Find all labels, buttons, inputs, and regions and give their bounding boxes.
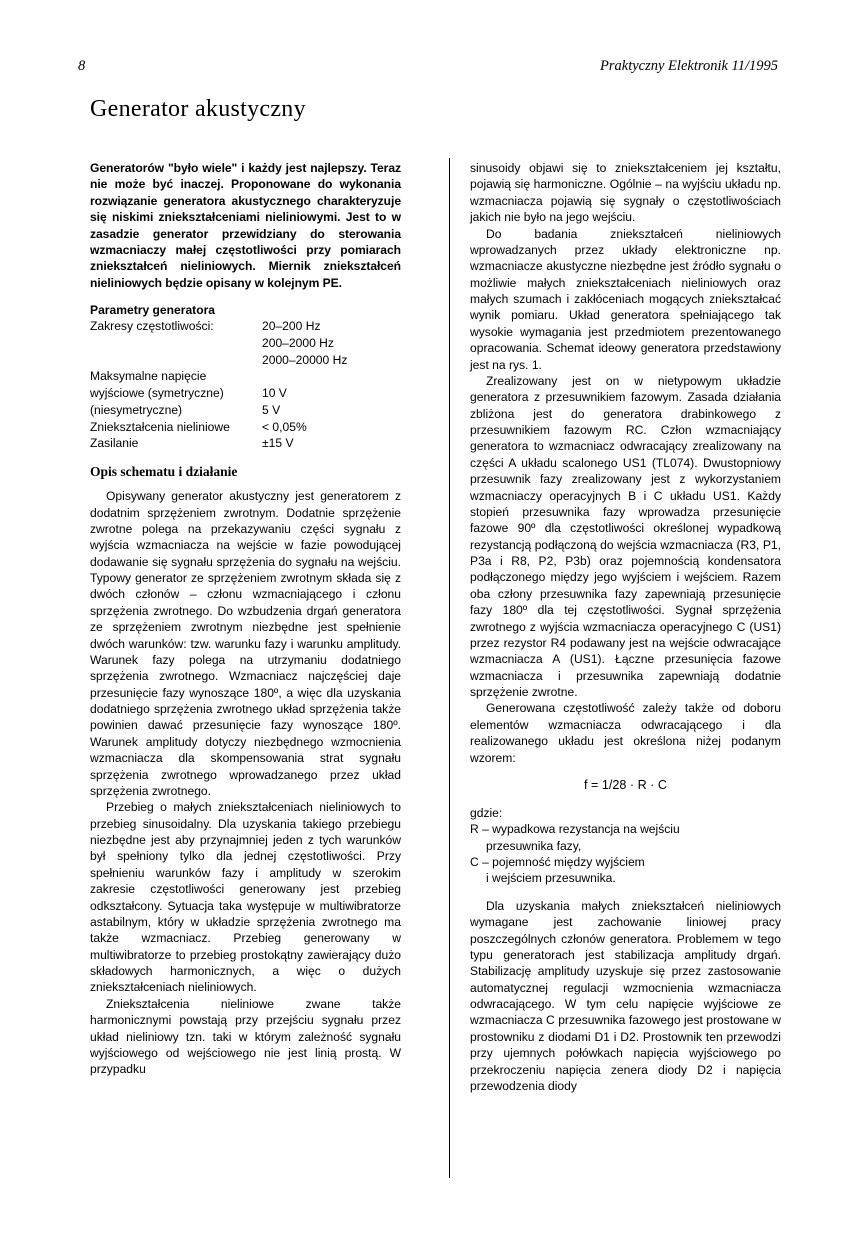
legend-label: gdzie:: [470, 805, 503, 820]
param-label: [90, 352, 262, 369]
body-paragraph-3: Zniekształcenia nieliniowe zwane także harmonicznymi powstają przy przejściu sygnału przez układ nieliniowy tzn. taki w którym zależność sygnału wyjściowego od wejściowego nie jest linią prostą. W przypadku: [90, 996, 401, 1077]
body-paragraph-4: sinusoidy objawi się to zniekształceniem jej kształtu, pojawią się harmoniczne. Ogólnie – na wyjściu układu np. wzmacniacza pojawią się sygnały o częstotliwościach jakich nie było na jego wejściu.: [470, 161, 781, 225]
body-paragraph-5: Do badania zniekształceń nieliniowych wprowadzanych przez układy elektroniczne np. wzmacniacze akustyczne niezbędne jest źródło sygnału o możliwie małych zniekształceniach nieliniowych oraz małych szumach i zakłóceniach mogących zniekształcać wynik pomiaru. Układ generatora spełniającego tak wysokie wymagania jest przedmiotem prezentowanego opracowania. Schemat ideowy generatora przedstawiony jest na rys. 1.: [470, 226, 781, 372]
legend-item-c-line1: C – pojemność między wyjściem: [470, 855, 645, 870]
param-label: Maksymalne napięcie: [90, 369, 207, 384]
param-value: 20–200 Hz: [262, 319, 321, 334]
param-label: [90, 335, 262, 352]
legend-item-c-line2: i wejściem przesuwnika.: [486, 871, 616, 886]
param-value: 2000–20000 Hz: [262, 352, 348, 367]
body-paragraph-7: Generowana częstotliwość zależy także od doboru elementów wzmacniacza odwracającego i dla realizowanego układu jest określona niżej podanym wzorem:: [470, 701, 781, 765]
masthead: Praktyczny Elektronik 11/1995: [600, 58, 778, 74]
table-row: [90, 368, 401, 385]
table-row: [90, 419, 401, 436]
table-row: [90, 402, 401, 419]
param-label: wyjściowe (symetryczne): [90, 386, 224, 401]
table-row: [90, 318, 401, 335]
param-label: (niesymetryczne): [90, 402, 183, 417]
right-column: [470, 160, 781, 1094]
page-number: 8: [78, 58, 86, 74]
body-paragraph-6: Zrealizowany jest on w nietypowym układzie generatora z przesuwnikiem fazowym. Zasada działania zbliżona jest do generatora drabinkowego z przesuwnikiem fazowym RC. Człon wzmacniający generatora to wzmacniacz odwracający zrealizowany na części A układu scalonego US1 (TL074). Dwustopniowy przesuwnik fazy zrealizowany jest z wykorzystaniem wzmacniaczy operacyjnych B i C układu US1. Każdy stopień przesuwnika fazy wprowadza przesunięcie fazowe 90º dla częstotliwości określonej wypadkową rezystancją podłączoną do wejścia wzmacniacza (R3, P1, P3a i R8, P2, P3b) oraz pojemnością kondensatora podłączonego między jego wyjściem i wejściem. Razem oba człony przesuwnika fazy zapewniają przesunięcie fazy 180º dla tej częstotliwości. Sygnał sprzężenia zwrotnego z wyjścia wzmacniacza operacyjnego C (US1) przez rezystor R4 podawany jest na wejście odwracające wzmacniacza A (US1). Łączne przesunięcia fazowe wzmacniacza i przesuwnika zapewniają dodatnie sprzężenie zwrotne.: [470, 373, 781, 699]
table-row: [90, 335, 401, 352]
param-value: [262, 368, 401, 385]
legend-item-r-line1: R – wypadkowa rezystancja na wejściu: [470, 822, 680, 837]
article-title: Generator akustyczny: [90, 96, 306, 122]
column-divider: [449, 158, 450, 1178]
param-value: ±15 V: [262, 436, 294, 451]
body-paragraph-1: Opisywany generator akustyczny jest generatorem z dodatnim sprzężeniem zwrotnym. Dodatnie sprzężenie zwrotne polega na przekazywaniu części sygnału z wyjścia wzmacniacza na wejście w fazie powodującej dodawanie się sygnału sprzężenia do sygnału na wejściu. Typowy generator ze sprzężeniem zwrotnym składa się z dwóch członów – członu wzmacniającego i członu sprzężenia zwrotnego. Do wzbudzenia drgań generatora ze sprzężeniem zwrotnym niezbędne jest spełnienie dwóch warunków: tzw. warunku fazy i warunku amplitudy. Warunek fazy polega na utrzymaniu dodatniego sprzężenia zwrotnego. Wzmacniacz najczęściej daje przesunięcie fazy wynoszące 180º, a więc dla uzyskania dodatniego sprzężenia zwrotnego układ sprzężenia także powinien dawać przesunięcie fazy wynoszące 180º. Warunek amplitudy dotyczy niezbędnego wzmocnienia wzmacniacza dla skompensowania strat sygnału sprzężenia zwrotnego wprowadzanego przez układ sprzężenia zwrotnego.: [90, 489, 401, 798]
formula: f = 1/28 · R · C: [584, 777, 667, 792]
params-heading: Parametry generatora: [90, 303, 216, 317]
page-header: [78, 58, 778, 75]
intro-paragraph: Generatorów "było wiele" i każdy jest najlepszy. Teraz nie może być inaczej. Proponowane do wykonania rozwiązanie generatora akustycznego charakteryzuje się niskimi zniekształceniami nieliniowymi. Jest to w zasadzie generator przewidziany do sterowania wzmacniaczy małej częstotliwości przy pomiarach zniekształceń nieliniowych. Miernik zniekształceń nieliniowych będzie opisany w kolejnym PE.: [90, 161, 401, 290]
schema-heading: Opis schematu i działanie: [90, 463, 238, 479]
table-row: [90, 435, 401, 452]
param-value: 10 V: [262, 386, 287, 401]
formula-legend: [470, 805, 781, 887]
legend-item-r-line2: przesuwnika fazy,: [486, 838, 582, 853]
table-row: [90, 385, 401, 402]
params-table: [90, 318, 401, 452]
param-label: Zakresy częstotliwości:: [90, 319, 214, 334]
body-paragraph-2: Przebieg o małych zniekształceniach nieliniowych to przebieg sinusoidalny. Dla uzyskania takiego przebiegu niezbędne jest aby przynajmniej jeden z tych warunków był spełniony tylko dla jednej częstotliwości. Przy spełnieniu warunków fazy i amplitudy w szerokim zakresie częstotliwości generowany jest przebieg odkształcony. Sytuacja taka występuje w multiwibratorze astabilnym, który w układzie sprzężenia zwrotnego ma także wzmacniacz. Przebieg generowany w multiwibratorze to przebieg prostokątny zawierający dużo składowych harmonicznych, a więc o dużych zniekształceniach nieliniowych.: [90, 800, 401, 995]
body-paragraph-8: Dla uzyskania małych zniekształceń nieliniowych wymagane jest zachowanie liniowej pracy poszczególnych członów generatora. Problemem w tego typu generatorach jest stabilizacja amplitudy drgań. Stabilizację amplitudy uzyskuje się przez zastosowanie automatycznej regulacji wzmocnienia wzmacniacza odwracającego. W tym celu napięcie wyjściowe ze wzmacniacza C przesuwnika fazowego jest prostowane w prostowniku z diodami D1 i D2. Prostownik ten przewodzi przy ujemnych połówkach napięcia wyjściowego po przekroczeniu napięcia zenera diody D2 i napięcia przewodzenia diody: [470, 898, 781, 1093]
param-value: < 0,05%: [262, 419, 307, 434]
param-label: Zasilanie: [90, 436, 139, 451]
table-row: [90, 352, 401, 369]
left-column: [90, 160, 401, 1078]
param-value: 5 V: [262, 402, 281, 417]
param-label: Zniekształcenia nieliniowe: [90, 419, 230, 434]
param-value: 200–2000 Hz: [262, 336, 334, 351]
